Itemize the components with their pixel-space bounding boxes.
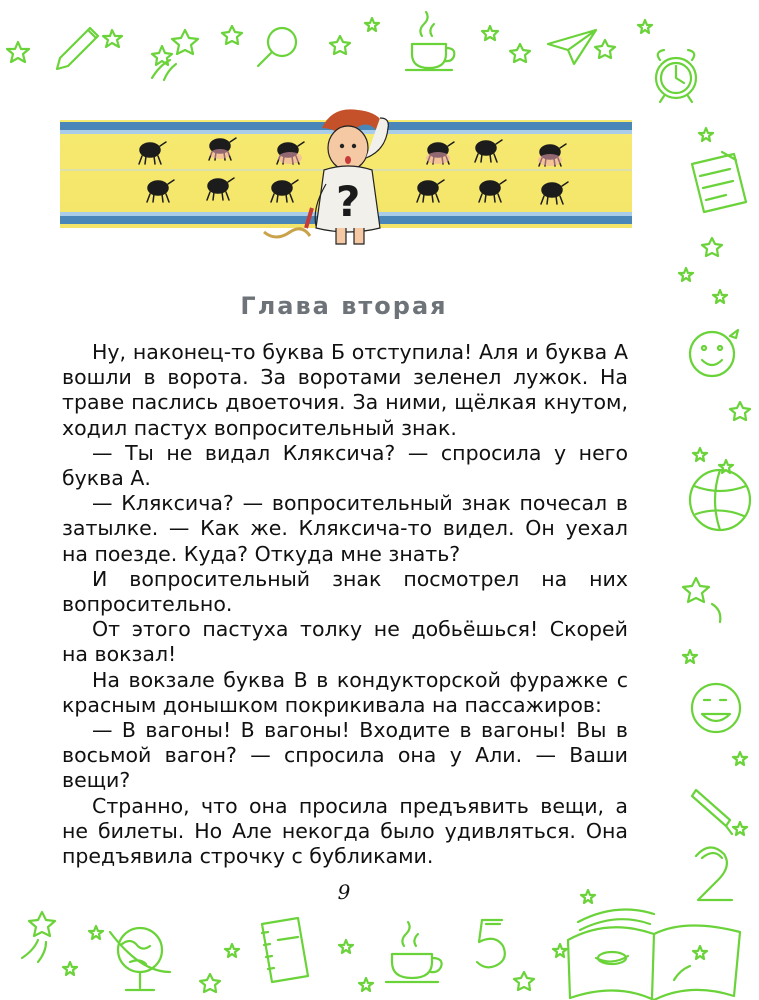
star-icon (63, 962, 77, 975)
globe-icon (110, 928, 170, 990)
star-icon (595, 40, 615, 58)
smiley-face-icon (690, 330, 738, 376)
star-icon (200, 974, 220, 992)
paragraph: И вопросительный знак посмотрел на них вопросительно. (62, 566, 628, 617)
alarm-clock-icon (656, 50, 696, 102)
open-book-icon (568, 910, 740, 1000)
paragraph: — Кляксича? — вопросительный знак почесал в затылке. — Как же. Кляксича-то видел. Он уехал на поезде. Куда? Откуда мне знать? (62, 491, 628, 566)
magnifier-icon (258, 28, 296, 66)
star-icon (638, 20, 652, 33)
chapter-body (62, 340, 628, 869)
teacup-icon (406, 12, 454, 70)
star-icon (699, 128, 713, 141)
star-icon (482, 26, 498, 40)
number-two-icon (696, 847, 732, 900)
star-icon (222, 26, 242, 44)
star-icon (103, 30, 122, 47)
star-icon (152, 30, 198, 80)
paragraph: — Ты не видал Кляксича? — спросила у него буква А. (62, 440, 628, 491)
star-icon (225, 944, 239, 957)
number-five-icon (477, 920, 505, 967)
page-number: 9 (337, 880, 351, 904)
star-icon (683, 578, 720, 622)
star-icon (330, 36, 350, 54)
star-icon (365, 18, 379, 31)
notebook-icon (262, 918, 308, 982)
star-icon (22, 912, 55, 962)
star-icon (359, 978, 373, 991)
star-icon (339, 940, 353, 953)
star-icon (683, 650, 697, 663)
paragraph: От этого пастуха толку не добьёшься! Скорей на вокзал! (62, 617, 628, 667)
paragraph: — В вагоны! В вагоны! Входите в вагоны! Вы в восьмой вагон? — спросила она у Али. — Ваши вещи? (62, 718, 628, 793)
star-icon (514, 972, 534, 990)
chapter-title: Глава вторая (240, 292, 448, 320)
star-icon (733, 822, 747, 835)
paragraph: Странно, что она просила предъявить вещи, а не билеты. Но Але некогда было удивляться. Она предъявила строчку с бубликами. (62, 793, 628, 869)
teacup-icon (386, 922, 442, 982)
paragraph: Ну, наконец-то буква Б отступила! Аля и буква А вошли в ворота. За воротами зеленел лужок. На траве паслись двоеточия. За ними, щёлкая кнутом, ходил пастух вопросительный знак. (62, 340, 628, 440)
smiley-face-icon (692, 684, 740, 732)
ball-icon (690, 470, 750, 530)
chapter-illustration (60, 108, 632, 253)
star-icon (702, 238, 722, 256)
star-icon (733, 752, 747, 765)
star-icon (679, 268, 693, 281)
paragraph: На вокзале буква В в кондукторской фуражке с красным донышком покрикивала на пассажиров: (62, 667, 628, 717)
star-icon (693, 448, 707, 461)
star-icon (730, 402, 750, 420)
sweater-question-mark: ? (336, 177, 361, 226)
star-icon (713, 290, 727, 303)
star-icon (553, 944, 567, 957)
star-icon (7, 42, 29, 62)
star-icon (510, 44, 530, 62)
notepad-icon (692, 152, 746, 212)
paper-plane-icon (548, 30, 596, 64)
star-icon (89, 926, 103, 939)
pen-icon (57, 28, 98, 69)
pen-icon (692, 790, 732, 834)
star-icon (152, 46, 172, 65)
